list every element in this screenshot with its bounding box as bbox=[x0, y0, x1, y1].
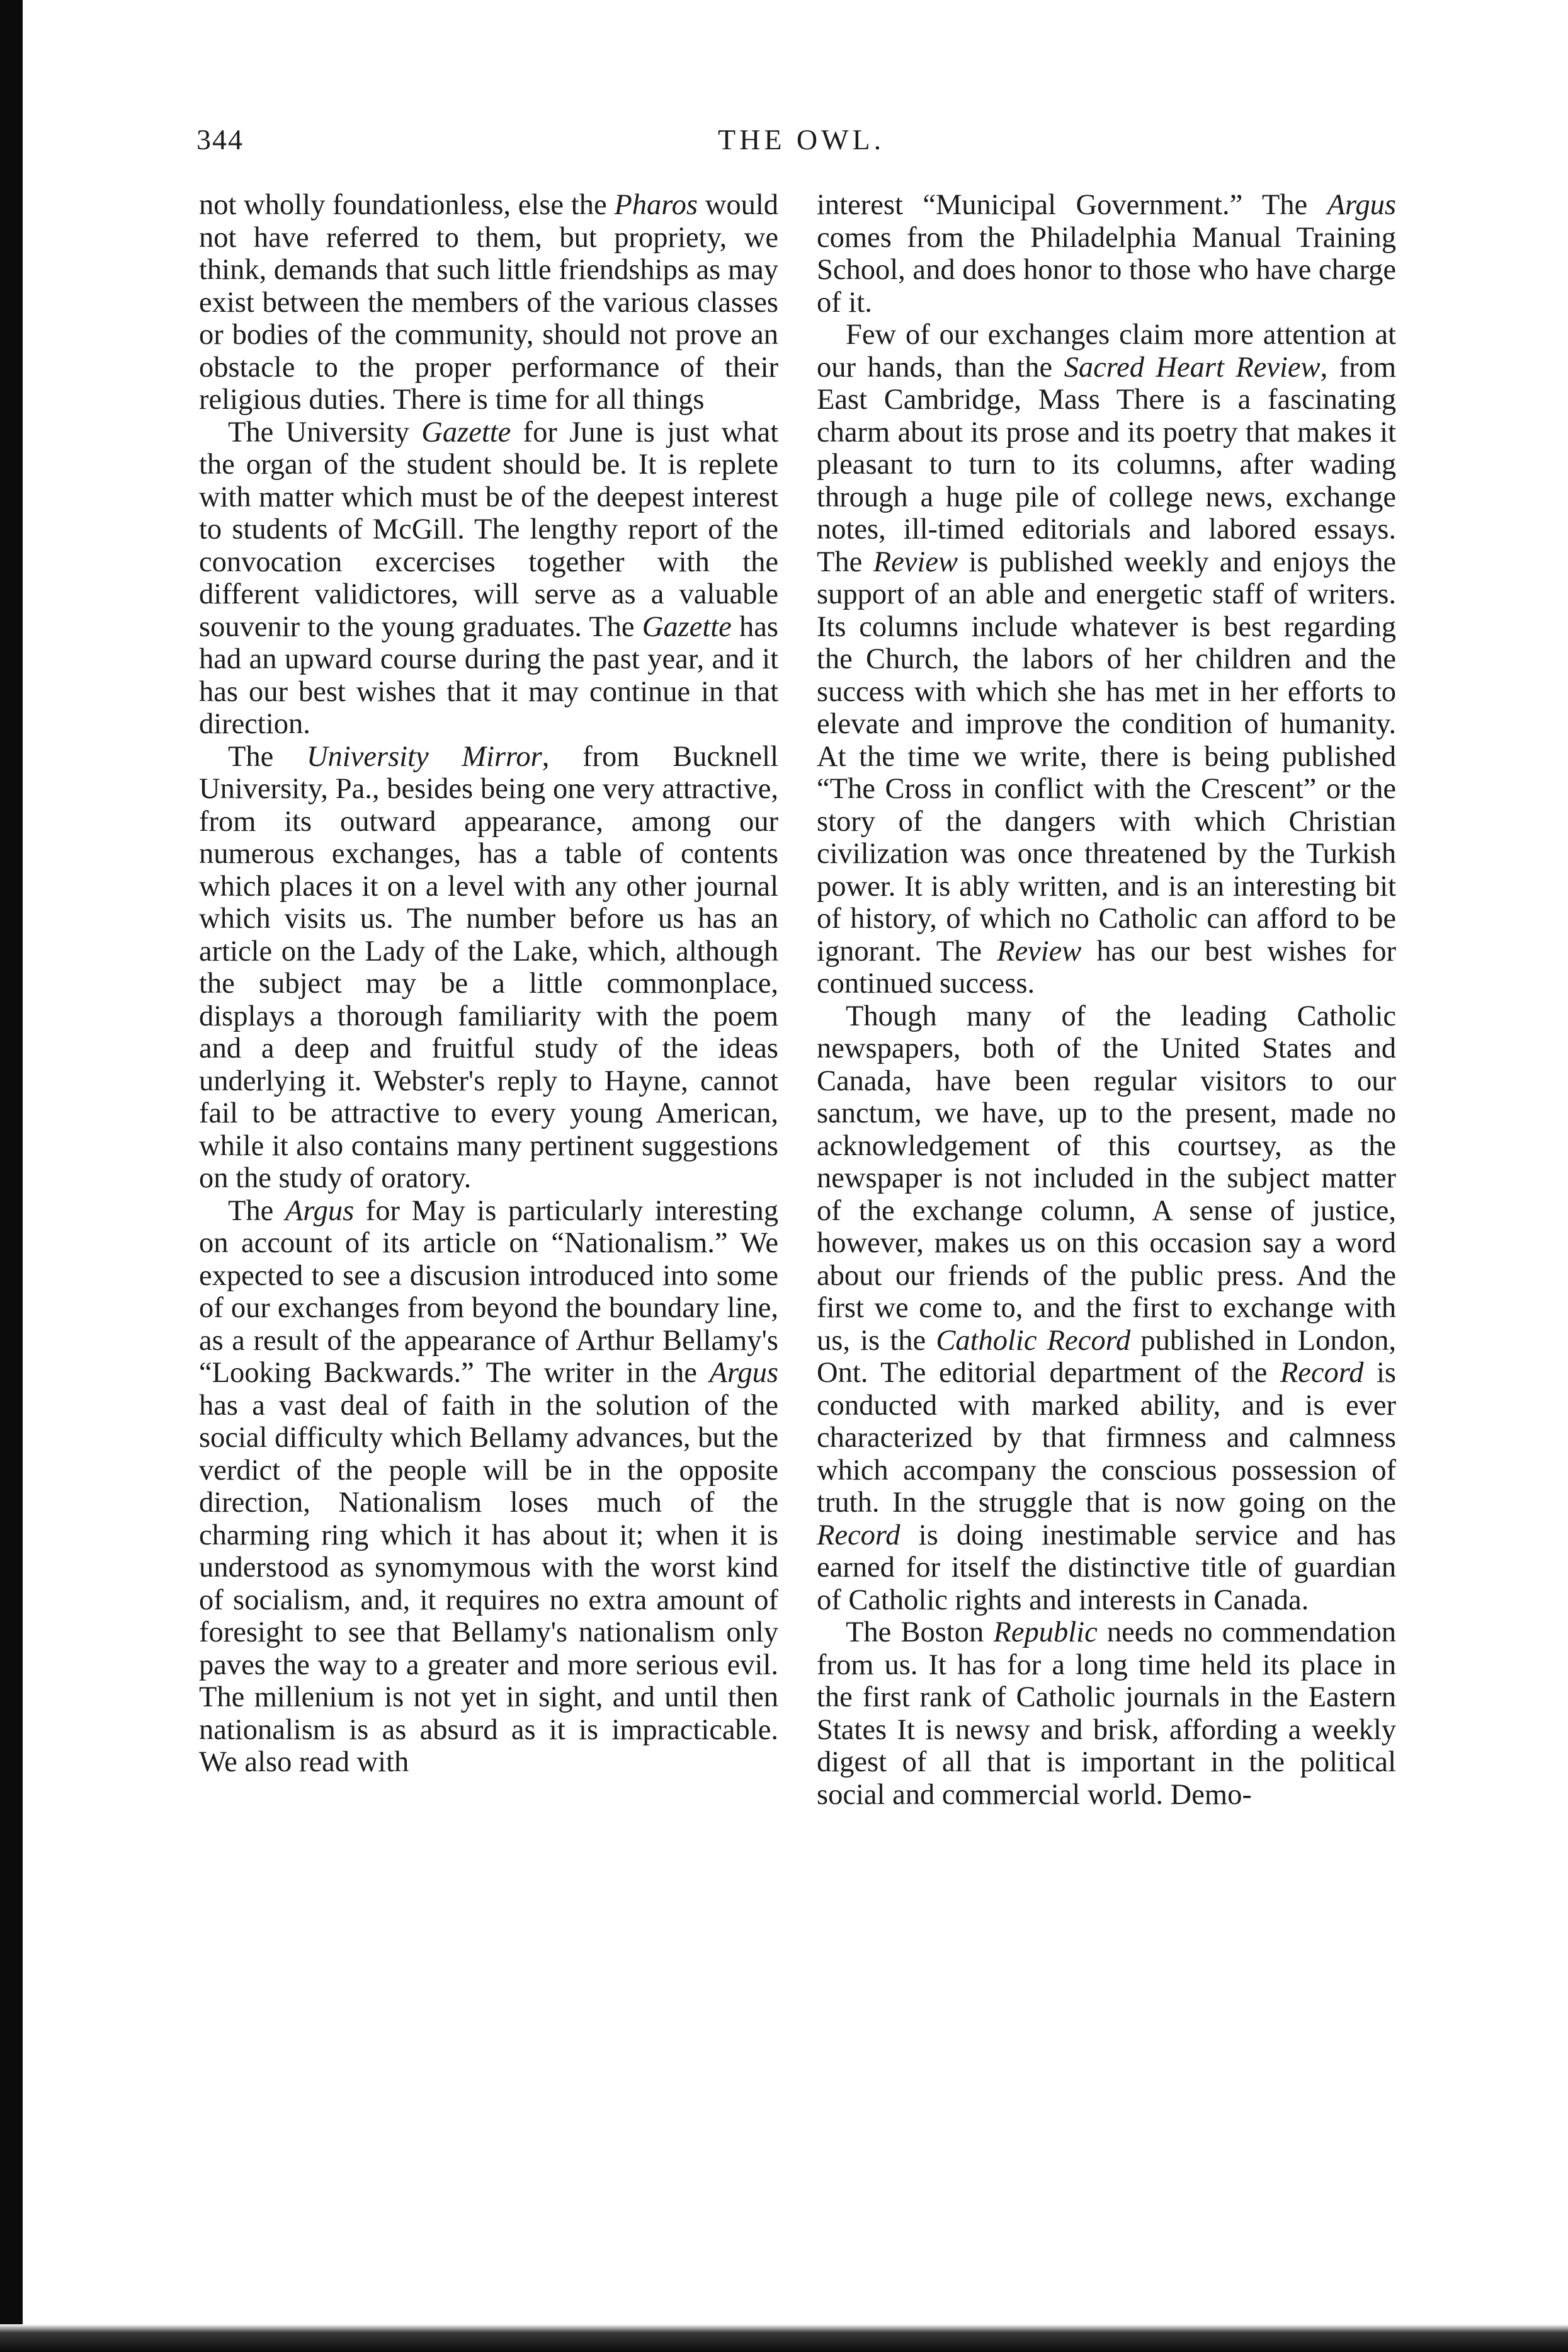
text-run: is published weekly and enjoys the support of an able and energetic staff of writers. Its columns include whatever is best regarding the Church, the labors of her children and the success with which she has met in her efforts to elevate and improve the condition of humanity. At the time we write, there is being published “The Cross in conflict with the Crescent” or the story of the dangers with which Christian civilization was once threatened by the Turkish power. It is ably written, and is an interesting bit of history, of which no Catholic can afford to be ignorant. The bbox=[817, 545, 1396, 968]
text-run: The bbox=[228, 1194, 285, 1227]
italic-text-run: Review bbox=[873, 545, 958, 578]
running-title: THE OWL. bbox=[718, 123, 885, 156]
paragraph bbox=[199, 741, 778, 1195]
italic-text-run: Argus bbox=[1327, 189, 1396, 221]
italic-text-run: Review bbox=[997, 935, 1082, 968]
text-run: , from Bucknell University, Pa., besides being one very attractive, from its outward appearance, among our numerous exchanges, has a table of contents which places it on a level with any other journal which visits us. The number before us has an article on the Lady of the Lake, which, although the subject may be a little commonplace, displays a thorough familiarity with the poem and a deep and fruitful study of the ideas underlying it. Webster's reply to Hayne, cannot fail to be attractive to every young American, while it also contains many pertinent suggestions on the study of oratory. bbox=[199, 740, 778, 1194]
italic-text-run: Gazette bbox=[421, 416, 511, 448]
text-run: The bbox=[228, 740, 307, 773]
paragraph bbox=[817, 319, 1396, 1000]
text-run: has a vast deal of faith in the solution of the social difficulty which Bellamy advances, but the verdict of the people will be in the opposite direction, Nationalism loses much of the charming ring which it has about it; when it is understood as synomymous with the worst kind of socialism, and, it requires no extra amount of foresight to see that Bellamy's nationalism only paves the way to a greater and more serious evil. The millenium is not yet in sight, and until then nationalism is as absurd as it is impracticable. We also read with bbox=[199, 1389, 778, 1778]
text-run: published in London, Ont. The editorial department of the bbox=[817, 1324, 1396, 1389]
italic-text-run: Record bbox=[817, 1519, 900, 1551]
page-header bbox=[0, 123, 1568, 173]
text-run: The University bbox=[228, 416, 422, 448]
text-run: , from East Cambridge, Mass There is a fascinating charm about its prose and its poetry that makes it pleasant to turn to its columns, after wading through a huge pile of college news, exchange notes, ill-timed editorials and labored essays. The bbox=[817, 351, 1397, 578]
text-run: would not have referred to them, but propriety, we think, demands that such little friendships as may exist between the members of the various classes or bodies of the community, should not prove an obstacle to the proper performance of their religious duties. There is time for all things bbox=[199, 189, 778, 416]
scan-edge-bottom bbox=[0, 2324, 1568, 2352]
scan-edge-left bbox=[0, 0, 23, 2352]
right-column bbox=[817, 189, 1396, 1811]
text-run: Though many of the leading Catholic newspapers, both of the United States and Canada, have been regular visitors to our sanctum, we have, up to the present, made no acknowledgement of this courtsey, as the newspaper is not included in the subject matter of the exchange column, A sense of justice, however, makes us on this occasion say a word about our friends of the public press. And the first we come to, and the first to exchange with us, is the bbox=[817, 1000, 1396, 1357]
text-run: for June is just what the organ of the student should be. It is replete with matter which must be of the deepest interest to students of McGill. The lengthy report of the convocation excercises together with the different validictores, will serve as a valuable souvenir to the young graduates. The bbox=[199, 416, 778, 643]
italic-text-run: University Mirror bbox=[306, 740, 542, 773]
paragraph bbox=[817, 1000, 1396, 1617]
left-column bbox=[199, 189, 778, 1779]
paragraph bbox=[817, 189, 1396, 319]
paragraph bbox=[817, 1616, 1396, 1811]
text-run: comes from the Philadelphia Manual Training School, and does honor to those who have charge of it. bbox=[817, 221, 1396, 319]
italic-text-run: Pharos bbox=[614, 189, 698, 221]
paragraph bbox=[199, 416, 778, 741]
italic-text-run: Record bbox=[1280, 1357, 1364, 1389]
text-run: The Boston bbox=[846, 1616, 994, 1648]
italic-text-run: Sacred Heart Review bbox=[1064, 351, 1321, 384]
text-run: for May is particularly interesting on account of its article on “Nationalism.” We expected to see a discusion introduced into some of our exchanges from beyond the boundary line, as a result of the appearance of Arthur Bellamy's “Looking Backwards.” The writer in the bbox=[199, 1194, 778, 1389]
text-run: has our best wishes for continued success. bbox=[817, 935, 1396, 1000]
paragraph bbox=[199, 189, 778, 416]
italic-text-run: Gazette bbox=[642, 610, 732, 643]
text-run: is doing inestimable service and has earned for itself the distinctive title of guardian of Catholic rights and interests in Canada. bbox=[817, 1519, 1396, 1616]
italic-text-run: Argus bbox=[709, 1357, 778, 1389]
text-run: has had an upward course during the past year, and it has our best wishes that it may continue in that direction. bbox=[199, 610, 778, 740]
paragraph bbox=[199, 1195, 778, 1779]
text-run: not wholly foundationless, else the bbox=[199, 189, 615, 221]
page-number: 344 bbox=[196, 123, 244, 156]
italic-text-run: Argus bbox=[285, 1194, 355, 1227]
text-run: needs no commendation from us. It has for a long time held its place in the first rank of Catholic journals in the Eastern States It is newsy and brisk, affording a weekly digest of all that is important in the political social and commercial world. Demo- bbox=[817, 1616, 1397, 1811]
text-run: Few of our exchanges claim more attention at our hands, than the bbox=[817, 319, 1396, 384]
italic-text-run: Republic bbox=[993, 1616, 1098, 1648]
text-run: is conducted with marked ability, and is ever characterized by that firmness and calmness which accompany the conscious possession of truth. In the struggle that is now going on the bbox=[817, 1357, 1396, 1519]
italic-text-run: Catholic Record bbox=[936, 1324, 1131, 1357]
text-run: interest “Municipal Government.” The bbox=[817, 189, 1327, 221]
